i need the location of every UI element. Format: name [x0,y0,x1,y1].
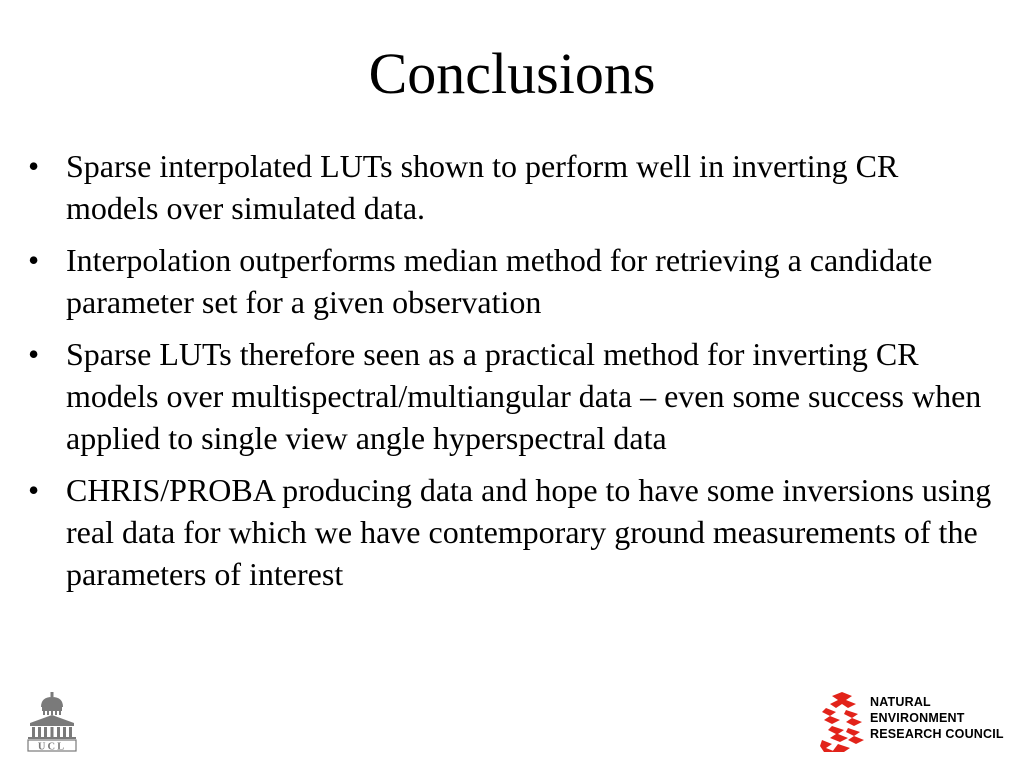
bullet-text: Sparse interpolated LUTs shown to perform well in inverting CR models over simulated data. [66,148,899,226]
bullet-text: Interpolation outperforms median method for retrieving a candidate parameter set for a given observation [66,242,933,320]
bullet-dot: • [28,336,40,372]
nerc-line-natural: NATURAL [870,695,931,709]
bullet-dot: • [28,472,40,508]
bullet-dot: • [28,148,40,184]
list-item [0,333,1024,459]
bullet-text: Sparse LUTs therefore seen as a practical method for inverting CR models over multispectral/multiangular data – even some success when applied to single view angle hyperspectral data [66,336,982,456]
bullet-list [0,145,1024,605]
list-item [0,145,1024,229]
list-item [0,469,1024,595]
nerc-line-environment: ENVIRONMENT [870,711,965,725]
nerc-emblem-icon [818,690,866,754]
ucl-logo [24,692,80,752]
slide-title: Conclusions [368,41,656,106]
nerc-wordmark [870,694,1004,742]
ucl-wordmark: UCL [37,741,67,752]
ucl-portico-icon [24,692,80,752]
bullet-dot: • [28,242,40,278]
bullet-text: CHRIS/PROBA producing data and hope to have some inversions using real data for which we have contemporary ground measurements of the parameters of interest [66,472,992,592]
list-item [0,239,1024,323]
nerc-logo [818,690,1018,754]
nerc-line-research-council: RESEARCH COUNCIL [870,727,1004,741]
